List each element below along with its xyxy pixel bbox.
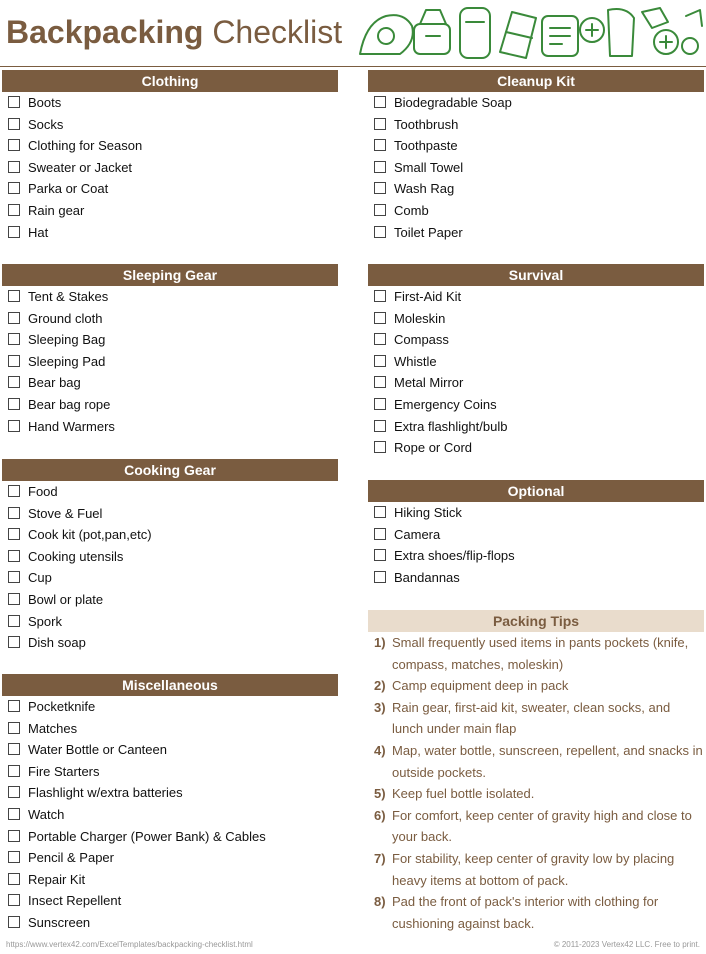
item-label: Sweater or Jacket — [28, 159, 133, 175]
item-checkbox[interactable] — [374, 161, 386, 173]
item-checkbox[interactable] — [8, 743, 20, 755]
checklist-item — [2, 611, 338, 633]
item-checkbox[interactable] — [8, 139, 20, 151]
item-checkbox[interactable] — [8, 226, 20, 238]
checklist-item — [368, 545, 704, 567]
title-bold: Backpacking — [6, 14, 204, 50]
item-label: Repair Kit — [28, 871, 86, 887]
item-checkbox[interactable] — [8, 636, 20, 648]
checklist-item — [368, 286, 704, 308]
item-label: Emergency Coins — [394, 396, 497, 412]
tip-number: 2) — [374, 678, 386, 694]
item-checkbox[interactable] — [8, 182, 20, 194]
item-label: Portable Charger (Power Bank) & Cables — [28, 828, 266, 844]
item-label: First-Aid Kit — [394, 289, 462, 304]
title-rest: Checklist — [212, 14, 343, 50]
item-label: Rain gear — [28, 202, 85, 218]
item-checkbox[interactable] — [8, 333, 20, 345]
tip-text: Rain gear, first-aid kit, sweater, clean socks, and lunch under main flap — [392, 699, 671, 737]
tip-number: 8) — [374, 894, 386, 910]
tip-text: Pad the front of pack's interior with clothing for cushioning against back. — [392, 894, 659, 931]
item-checkbox[interactable] — [374, 549, 386, 561]
checklist-item — [2, 178, 338, 200]
tip-text: Small frequently used items in pants pockets (knife, compass, matches, moleskin) — [392, 635, 689, 672]
item-checkbox[interactable] — [8, 593, 20, 605]
item-label: Comb — [394, 202, 429, 218]
item-checkbox[interactable] — [374, 528, 386, 540]
checklist-item — [368, 372, 704, 394]
item-label: Hiking Stick — [394, 505, 462, 520]
item-checkbox[interactable] — [8, 830, 20, 842]
item-label: Hat — [28, 224, 49, 240]
item-label: Sunscreen — [28, 914, 91, 930]
item-label: Sleeping Pad — [28, 353, 106, 369]
footer-copyright: © 2011-2023 Vertex42 LLC. Free to print. — [553, 940, 700, 949]
item-checkbox[interactable] — [8, 571, 20, 583]
checklist-miscellaneous — [2, 696, 338, 934]
section-heading-optional: Optional — [368, 480, 704, 502]
item-label: Insect Repellent — [28, 893, 122, 909]
item-checkbox[interactable] — [8, 420, 20, 432]
item-label: Toothpaste — [394, 138, 458, 154]
item-label: Cook kit (pot,pan,etc) — [28, 527, 152, 543]
item-checkbox[interactable] — [8, 873, 20, 885]
section-heading-packing-tips: Packing Tips — [368, 610, 704, 632]
item-checkbox[interactable] — [374, 506, 386, 518]
item-checkbox[interactable] — [374, 118, 386, 130]
checklist-item — [368, 200, 704, 222]
item-checkbox[interactable] — [8, 615, 20, 627]
checklist-item — [2, 739, 338, 761]
section-heading-clothing: Clothing — [2, 70, 338, 92]
checklist-item — [2, 157, 338, 179]
item-checkbox[interactable] — [374, 398, 386, 410]
checklist-item — [2, 92, 338, 114]
checklist-item — [2, 394, 338, 416]
section-heading-survival: Survival — [368, 264, 704, 286]
checklist-item — [368, 567, 704, 589]
packing-tips-list — [368, 632, 704, 934]
checklist-item — [2, 890, 338, 912]
item-checkbox[interactable] — [8, 355, 20, 367]
item-checkbox[interactable] — [8, 507, 20, 519]
item-checkbox[interactable] — [8, 765, 20, 777]
section-heading-miscellaneous: Miscellaneous — [2, 674, 338, 696]
item-checkbox[interactable] — [374, 204, 386, 216]
item-label: Dish soap — [28, 635, 86, 651]
item-label: Tent & Stakes — [28, 289, 109, 304]
item-checkbox[interactable] — [374, 420, 386, 432]
tip-number: 4) — [374, 742, 386, 758]
item-checkbox[interactable] — [8, 851, 20, 863]
item-checkbox[interactable] — [8, 204, 20, 216]
item-checkbox[interactable] — [8, 485, 20, 497]
tip-text: Keep fuel bottle isolated. — [392, 786, 535, 802]
item-label: Pencil & Paper — [28, 850, 114, 866]
checklist-item — [2, 632, 338, 654]
item-checkbox[interactable] — [374, 441, 386, 453]
item-checkbox[interactable] — [374, 226, 386, 238]
item-label: Watch — [28, 806, 65, 822]
item-label: Whistle — [394, 353, 437, 369]
checklist-item — [2, 524, 338, 546]
item-label: Flashlight w/extra batteries — [28, 785, 183, 801]
section-heading-sleeping-gear: Sleeping Gear — [2, 264, 338, 286]
item-label: Ground cloth — [28, 310, 103, 326]
item-checkbox[interactable] — [374, 139, 386, 151]
item-label: Socks — [28, 116, 64, 132]
item-checkbox[interactable] — [8, 290, 20, 302]
item-label: Compass — [394, 332, 449, 348]
checklist-item — [368, 351, 704, 373]
page-title — [6, 12, 342, 52]
item-label: Bandannas — [394, 569, 460, 585]
item-label: Bowl or plate — [28, 591, 104, 607]
checklist-item — [2, 782, 338, 804]
packing-tip — [368, 848, 704, 891]
item-label: Water Bottle or Canteen — [28, 742, 167, 758]
item-label: Biodegradable Soap — [394, 95, 512, 110]
checklist-item — [2, 869, 338, 891]
item-label: Extra flashlight/bulb — [394, 418, 508, 434]
item-checkbox[interactable] — [8, 528, 20, 540]
item-checkbox[interactable] — [374, 312, 386, 324]
checklist-item — [2, 826, 338, 848]
checklist-item — [2, 351, 338, 373]
packing-tip — [368, 805, 704, 848]
checklist-sleeping-gear — [2, 286, 338, 437]
item-label: Spork — [28, 613, 62, 629]
item-checkbox[interactable] — [374, 290, 386, 302]
item-label: Rope or Cord — [394, 440, 473, 456]
checklist-item — [368, 329, 704, 351]
item-checkbox[interactable] — [8, 786, 20, 798]
checklist-item — [368, 157, 704, 179]
packing-tip — [368, 632, 704, 675]
checklist-item — [368, 394, 704, 416]
checklist-item — [368, 178, 704, 200]
checklist-item — [368, 135, 704, 157]
item-label: Extra shoes/flip-flops — [394, 548, 515, 564]
item-label: Food — [28, 484, 58, 499]
item-label: Pocketknife — [28, 699, 96, 714]
checklist-item — [2, 912, 338, 934]
checklist-item — [2, 114, 338, 136]
camping-gear-illustration-icon — [356, 2, 706, 64]
item-checkbox[interactable] — [8, 376, 20, 388]
tip-number: 7) — [374, 850, 386, 866]
checklist-item — [2, 718, 338, 740]
checklist-cleanup-kit — [368, 92, 704, 243]
item-checkbox[interactable] — [8, 808, 20, 820]
item-checkbox[interactable] — [374, 355, 386, 367]
item-label: Toothbrush — [394, 116, 459, 132]
checklist-cooking-gear — [2, 481, 338, 654]
item-checkbox[interactable] — [374, 376, 386, 388]
item-checkbox[interactable] — [8, 916, 20, 928]
packing-tip — [368, 697, 704, 740]
checklist-item — [2, 546, 338, 568]
item-label: Cup — [28, 570, 52, 586]
item-checkbox[interactable] — [8, 722, 20, 734]
checklist-item — [2, 308, 338, 330]
checklist-item — [2, 222, 338, 244]
checklist-item — [2, 329, 338, 351]
checklist-item — [2, 200, 338, 222]
item-label: Cooking utensils — [28, 548, 124, 564]
item-label: Clothing for Season — [28, 138, 143, 154]
item-label: Camera — [394, 526, 441, 542]
packing-tip — [368, 675, 704, 697]
checklist-survival — [368, 286, 704, 459]
checklist-item — [2, 135, 338, 157]
checklist-item — [368, 524, 704, 546]
tip-number: 6) — [374, 807, 386, 823]
checklist-item — [2, 416, 338, 438]
item-label: Sleeping Bag — [28, 332, 106, 348]
checklist-item — [368, 502, 704, 524]
checklist-clothing — [2, 92, 338, 243]
checklist-item — [2, 372, 338, 394]
item-checkbox[interactable] — [374, 182, 386, 194]
checklist-item — [368, 222, 704, 244]
checklist-item — [368, 92, 704, 114]
checklist-item — [2, 503, 338, 525]
checklist-item — [2, 847, 338, 869]
checklist-item — [2, 696, 338, 718]
item-label: Bear bag — [28, 375, 81, 391]
item-label: Wash Rag — [394, 181, 455, 197]
item-label: Parka or Coat — [28, 181, 109, 197]
title-divider — [0, 66, 706, 67]
tip-text: For stability, keep center of gravity low by placing heavy items at bottom of pack. — [392, 850, 675, 888]
packing-tip — [368, 783, 704, 805]
item-label: Bear bag rope — [28, 396, 111, 412]
tip-text: Camp equipment deep in pack — [392, 678, 569, 694]
tip-text: For comfort, keep center of gravity high and close to your back. — [392, 807, 692, 845]
tip-text: Map, water bottle, sunscreen, repellent, and snacks in outside pockets. — [392, 742, 703, 780]
item-label: Hand Warmers — [28, 418, 115, 434]
checklist-item — [2, 589, 338, 611]
item-label: Matches — [28, 720, 78, 736]
item-label: Toilet Paper — [394, 224, 463, 240]
checklist-item — [368, 308, 704, 330]
item-checkbox[interactable] — [374, 571, 386, 583]
item-checkbox[interactable] — [8, 312, 20, 324]
tip-number: 3) — [374, 699, 386, 715]
checklist-item — [2, 761, 338, 783]
item-label: Boots — [28, 95, 62, 110]
item-checkbox[interactable] — [374, 333, 386, 345]
item-checkbox[interactable] — [8, 398, 20, 410]
checklist-item — [2, 481, 338, 503]
section-heading-cleanup-kit: Cleanup Kit — [368, 70, 704, 92]
item-label: Fire Starters — [28, 763, 100, 779]
packing-tip — [368, 891, 704, 934]
packing-tip — [368, 740, 704, 783]
footer-url: https://www.vertex42.com/ExcelTemplates/backpacking-checklist.html — [6, 940, 253, 949]
checklist-item — [368, 437, 704, 459]
item-checkbox[interactable] — [8, 894, 20, 906]
section-heading-cooking-gear: Cooking Gear — [2, 459, 338, 481]
item-checkbox[interactable] — [374, 96, 386, 108]
item-checkbox[interactable] — [8, 161, 20, 173]
checklist-item — [368, 114, 704, 136]
checklist-item — [2, 567, 338, 589]
item-label: Metal Mirror — [394, 375, 464, 391]
item-checkbox[interactable] — [8, 700, 20, 712]
item-label: Small Towel — [394, 159, 464, 175]
item-checkbox[interactable] — [8, 96, 20, 108]
tip-number: 1) — [374, 635, 386, 650]
item-checkbox[interactable] — [8, 118, 20, 130]
item-label: Stove & Fuel — [28, 505, 103, 521]
tip-number: 5) — [374, 786, 386, 802]
item-checkbox[interactable] — [8, 550, 20, 562]
checklist-item — [368, 416, 704, 438]
checklist-item — [2, 286, 338, 308]
checklist-optional — [368, 502, 704, 588]
checklist-item — [2, 804, 338, 826]
item-label: Moleskin — [394, 310, 446, 326]
